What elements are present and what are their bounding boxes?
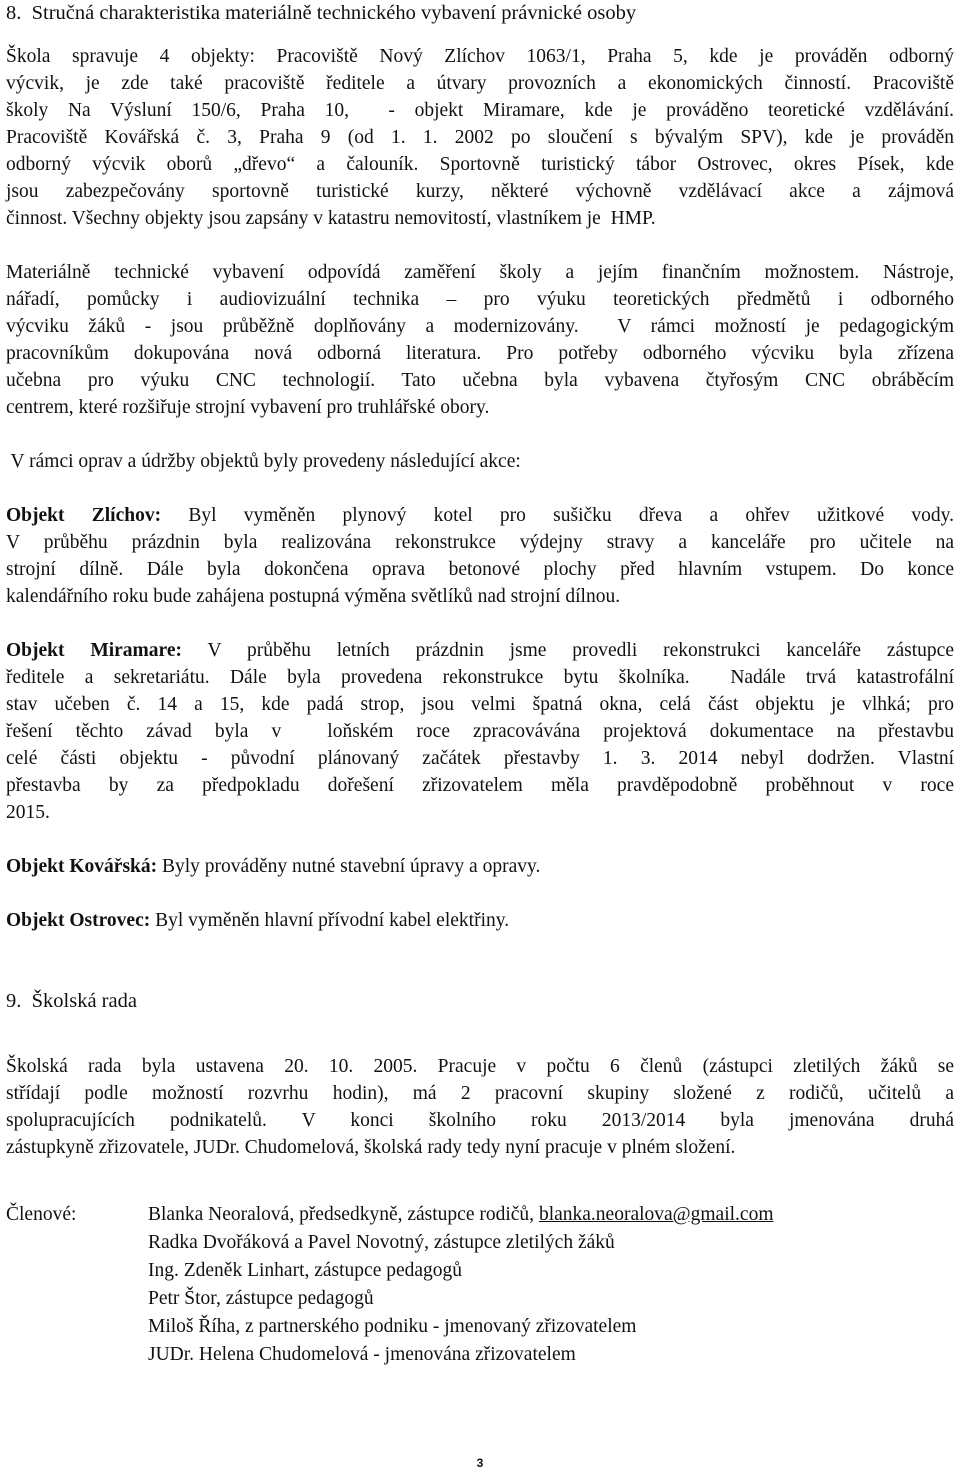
paragraph-line: řešení těchto závad byla v loňském roce zpracovávána projektová dokumentace na přestavbu: [6, 721, 954, 742]
paragraph-line: nářadí, pomůcky i audiovizuální technika – pro výuku teoretických předmětů i odborného: [6, 289, 954, 310]
member-email-link[interactable]: blanka.neoralova@gmail.com: [538, 1204, 774, 1225]
paragraph-line: odborný výcvik oborů „dřevo“ a čalouník. Sportovně turistický tábor Ostrovec, okres Písek, kde: [6, 154, 954, 175]
paragraph-line: pracovníkům dokupována nová odborná literatura. Pro potřeby odborného výcviku byla zřízena: [6, 343, 954, 364]
miramare-label: Objekt Miramare:: [6, 640, 182, 661]
member-item: [148, 1204, 773, 1226]
kovarska-line: [6, 856, 540, 878]
paragraph-line: Materiálně technické vybavení odpovídá zaměření školy a jejím finančním možnostem. Nástroje,: [6, 262, 954, 283]
kovarska-text: Byly prováděny nutné stavební úpravy a opravy.: [157, 856, 541, 877]
paragraph-line: 2015.: [6, 802, 50, 823]
member-item: Petr Štor, zástupce pedagogů: [148, 1288, 374, 1309]
paragraph-line: stav učeben č. 14 a 15, kde padá strop, jsou velmi špatná okna, celá část objektu je vlhká; pro: [6, 694, 954, 715]
page-number: 3: [476, 1456, 484, 1470]
paragraph-line: Školská rada byla ustavena 20. 10. 2005. Pracuje v počtu 6 členů (zástupci zletilých žáků se: [6, 1056, 954, 1077]
paragraph-line: činnost. Všechny objekty jsou zapsány v katastru nemovitostí, vlastníkem je HMP.: [6, 208, 656, 229]
paragraph-line: výcviku žáků - jsou průběžně doplňovány a modernizovány. V rámci možností je pedagogickým: [6, 316, 954, 337]
miramare-first-line: [6, 640, 954, 662]
member-item: Miloš Říha, z partnerského podniku - jmenovaný zřizovatelem: [148, 1316, 637, 1337]
paragraph-line: střídají podle možností rozvrhu hodin), má 2 pracovní skupiny složené z rodičů, učitelů a: [6, 1083, 954, 1104]
paragraph-line: učebna pro výuku CNC technologií. Tato učebna byla vybavena čtyřosým CNC obráběcím: [6, 370, 954, 391]
paragraph-line: centrem, které rozšiřuje strojní vybavení pro truhlářské obory.: [6, 397, 490, 418]
paragraph-line: výcvik, je zde také pracoviště ředitele a útvary provozních a ekonomických činností. Pracoviště: [6, 73, 954, 94]
ostrovec-line: [6, 910, 509, 932]
kovarska-label: Objekt Kovářská:: [6, 856, 158, 877]
paragraph-line: přestavba by za předpokladu dořešení zřizovatelem měla pravděpodobně proběhnout v roce: [6, 775, 954, 796]
paragraph-line: kalendářního roku bude zahájena postupná výměna světlíků nad strojní dílnou.: [6, 586, 621, 607]
member-item: Radka Dvořáková a Pavel Novotný, zástupce zletilých žáků: [148, 1232, 615, 1253]
paragraph-line: strojní dílně. Dále byla dokončena oprava betonové plochy před hlavním vstupem. Do konce: [6, 559, 954, 580]
members-label: Členové:: [6, 1204, 77, 1225]
paragraph-line: školy Na Výsluní 150/6, Praha 10, - objekt Miramare, kde je prováděno teoretické vzdělávání.: [6, 100, 954, 121]
zlichov-label: Objekt Zlíchov:: [6, 505, 162, 526]
paragraph-line: Škola spravuje 4 objekty: Pracoviště Nový Zlíchov 1063/1, Praha 5, kde je prováděn odborný: [6, 46, 954, 67]
zlichov-first-line: [6, 505, 954, 527]
paragraph-line: ředitele a sekretariátu. Dále byla provedena rekonstrukce bytu školníka. Nadále trvá katastrofální: [6, 667, 954, 688]
paragraph-line: celé části objektu - původní plánovaný začátek přestavby 1. 3. 2014 nebyl dodržen. Vlastní: [6, 748, 954, 769]
paragraph-line: spolupracujících podnikatelů. V konci školního roku 2013/2014 byla jmenována druhá: [6, 1110, 954, 1131]
paragraph-line: V průběhu prázdnin byla realizována rekonstrukce výdejny stravy a kanceláře pro učitele na: [6, 532, 954, 553]
section-9-heading: 9. Školská rada: [6, 990, 137, 1012]
repairs-intro: V rámci oprav a údržby objektů byly provedeny následující akce:: [6, 451, 521, 472]
paragraph-line: Pracoviště Kovářská č. 3, Praha 9 (od 1. 1. 2002 po sloučení s bývalým SPV), kde je prováděn: [6, 127, 954, 148]
member-item: Ing. Zdeněk Linhart, zástupce pedagogů: [148, 1260, 463, 1281]
miramare-first-text: V průběhu letních prázdnin jsme provedli rekonstrukci kanceláře zástupce: [182, 640, 954, 661]
ostrovec-label: Objekt Ostrovec:: [6, 910, 151, 931]
member-item: JUDr. Helena Chudomelová - jmenována zřizovatelem: [148, 1344, 576, 1365]
zlichov-first-text: Byl vyměněn plynový kotel pro sušičku dřeva a ohřev užitkové vody.: [161, 505, 954, 526]
ostrovec-text: Byl vyměněn hlavní přívodní kabel elektřiny.: [150, 910, 510, 931]
paragraph-line: zástupkyně zřizovatele, JUDr. Chudomelová, školská rady tedy nyní pracuje v plném složení.: [6, 1137, 736, 1158]
section-8-heading: 8. Stručná charakteristika materiálně technického vybavení právnické osoby: [6, 2, 637, 24]
paragraph-line: jsou zabezpečovány sportovně turistické kurzy, některé výchovně vzdělávací akce a zájmová: [6, 181, 954, 202]
member-text: Blanka Neoralová, předsedkyně, zástupce rodičů,: [148, 1204, 539, 1225]
